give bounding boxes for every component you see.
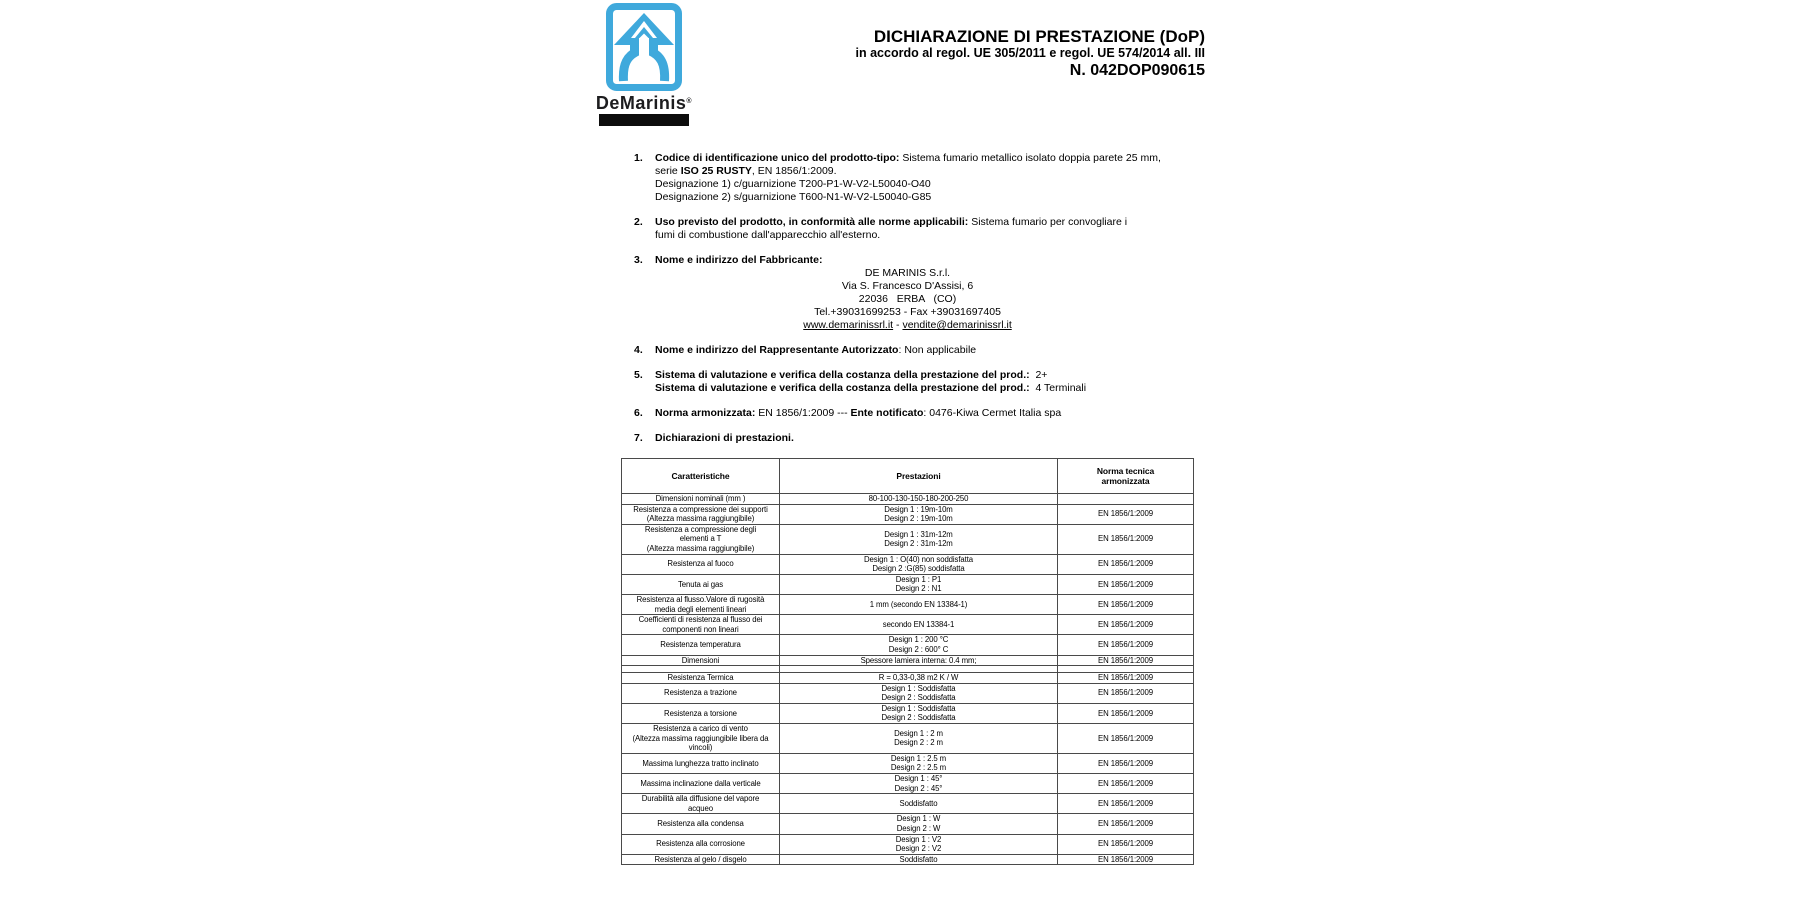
table-row [622,703,1194,723]
cell-line: (Altezza massima raggiungibile libera da [632,733,769,743]
item-line [655,369,1209,382]
cell-caratteristica [622,794,780,814]
cell-norma: EN 1856/1:2009 [1058,794,1194,814]
cell-line: elementi a T [679,534,722,544]
table-row [622,814,1194,834]
cell-line: Resistenza a trazione [664,688,737,698]
item-number: 4. [634,344,643,356]
table-row [622,724,1194,754]
doc-item-3 [634,254,1209,332]
cell-prestazione [780,794,1058,814]
table-row [622,794,1194,814]
text-segment: Designazione 1) c/guarnizione T200-P1-W-V2-L50040-O40 [655,178,931,190]
cell-line: Dimensioni nominali (mm ) [655,494,746,503]
cell-line: Soddisfatto [899,854,938,864]
item-body [655,152,1209,204]
cell-caratteristica [622,615,780,635]
table-row [622,834,1194,854]
text-segment: 2+ [1029,369,1048,381]
doc-item-5 [634,369,1209,395]
cell-prestazione [780,834,1058,854]
text-segment: Norma armonizzata: [655,407,756,419]
item-line [655,178,1209,191]
item-line [655,382,1209,395]
cell-caratteristica [622,854,780,865]
cell-line: Design 1 : 45° [894,774,943,784]
cell-caratteristica [622,635,780,655]
document-title: DICHIARAZIONE DI PRESTAZIONE (DoP) [873,27,1205,46]
empty-cell [780,666,1058,673]
cell-norma: EN 1856/1:2009 [1058,774,1194,794]
cell-line: media degli elementi lineari [654,604,747,614]
cell-line: Design 1 : O(40) non soddisfatta [863,554,974,564]
cell-norma: EN 1856/1:2009 [1058,524,1194,554]
text-segment: : Non applicabile [898,344,977,356]
cell-line: Design 1 : V2 [895,834,942,844]
cell-norma: EN 1856/1:2009 [1058,683,1194,703]
cell-caratteristica [622,574,780,594]
cell-line: Design 1 : 19m-10m [884,504,953,514]
table-row [622,594,1194,614]
registered-mark: ® [686,98,693,105]
text-segment: Sistema fumario metallico isolato doppia parete 25 mm, [899,152,1161,164]
numbered-list [634,152,1209,457]
address-line: Tel.+39031699253 - Fax +39031697405 [814,306,1001,318]
cell-prestazione [780,703,1058,723]
cell-line: Design 1 : Soddisfatta [881,703,956,713]
cell-line: Design 2 : 31m-12m [884,539,953,549]
table-row [622,774,1194,794]
item-number: 5. [634,369,643,381]
cell-line: Design 2 : 2.5 m [890,763,947,773]
table-row [622,635,1194,655]
cell-line: Soddisfatto [899,799,938,809]
brand-name: DeMarinis® [595,93,693,113]
cell-prestazione [780,554,1058,574]
text-segment: : [1026,382,1030,394]
empty-cell [622,666,780,673]
item-number: 2. [634,216,643,228]
cell-line: componenti non lineari [662,624,739,634]
cell-caratteristica [622,673,780,684]
cell-line: R = 0,33-0,38 m2 K / W [878,673,959,683]
cell-norma: EN 1856/1:2009 [1058,504,1194,524]
document-subtitle: in accordo al regol. UE 305/2011 e regol. UE 574/2014 all. III [855,46,1205,60]
cell-line: Coefficienti di resistenza al flusso dei [638,615,763,625]
document-header [790,27,1205,80]
cell-line: 1 mm (secondo EN 13384-1) [869,599,968,609]
cell-prestazione [780,574,1058,594]
cell-norma: EN 1856/1:2009 [1058,703,1194,723]
cell-line: 80-100-130-150-180-200-250 [868,494,969,503]
cell-prestazione [780,673,1058,684]
cell-line: Resistenza a compressione dei supporti [633,504,768,514]
table-row [622,615,1194,635]
item-number: 6. [634,407,643,419]
table-row [622,494,1194,505]
cell-prestazione [780,635,1058,655]
email-link[interactable]: vendite@demarinissrl.it [902,319,1012,331]
text-segment: Nome e indirizzo del Fabbricante: [655,254,823,266]
cell-line: Design 2 :G(85) soddisfatta [872,564,965,574]
item-line [655,191,1209,204]
links-line [655,319,1160,332]
link-separator: - [893,319,903,331]
cell-prestazione [780,683,1058,703]
text-segment: Codice di identificazione unico del prodotto-tipo: [655,152,900,164]
cell-line: Design 1 : Soddisfatta [881,683,956,693]
cell-line: Design 2 : Soddisfatta [881,713,956,723]
cell-line: Design 1 : 200 °C [888,635,949,645]
cell-caratteristica [622,655,780,666]
table-row [622,854,1194,865]
cell-norma: EN 1856/1:2009 [1058,673,1194,684]
cell-prestazione [780,774,1058,794]
item-body [655,407,1209,420]
cell-prestazione [780,594,1058,614]
table-header-row [622,459,1194,494]
cell-line: Resistenza al flusso.Valore di rugosità [636,594,765,604]
chimney-logo-icon [606,3,682,91]
item-number: 7. [634,432,643,444]
company-logo [594,3,694,126]
item-line [655,216,1209,229]
cell-line: Massima inclinazione dalla verticale [640,778,761,788]
cell-prestazione [780,753,1058,773]
cell-line: Design 1 : 2 m [894,728,943,738]
address-line: Via S. Francesco D'Assisi, 6 [841,280,974,292]
cell-line: (Altezza massima raggiungibile) [646,514,755,524]
cell-caratteristica [622,703,780,723]
cell-line: Design 2 : Soddisfatta [881,693,956,703]
header-norma-tecnica: Norma tecnica armonizzata [1058,459,1194,494]
cell-line: Durabilità alla diffusione del vapore [641,794,760,804]
item-line [655,229,1209,242]
cell-line: Spessore lamiera interna: 0.4 mm; [860,655,977,665]
cell-line: Resistenza alla corrosione [656,839,745,849]
doc-item-7 [634,432,1209,445]
text-segment: Ente notificato [850,407,924,419]
cell-norma: EN 1856/1:2009 [1058,594,1194,614]
item-number: 3. [634,254,643,266]
manufacturer-address [655,267,1160,332]
performance-table [621,458,1194,865]
item-body [655,369,1209,395]
cell-norma: EN 1856/1:2009 [1058,574,1194,594]
cell-caratteristica [622,504,780,524]
table-row [622,683,1194,703]
item-line [655,432,1209,445]
item-line [655,254,1209,267]
cell-line: Resistenza temperatura [660,640,741,650]
cell-norma: EN 1856/1:2009 [1058,753,1194,773]
empty-cell [1058,666,1194,673]
cell-line: Resistenza alla condensa [657,819,744,829]
item-line [655,152,1209,165]
cell-line: Resistenza al gelo / disgelo [654,854,747,864]
text-segment: Uso previsto del prodotto, in conformità alle norme applicabili: [655,216,969,228]
item-body [655,344,1209,357]
text-segment: Sistema di valutazione e verifica della costanza della prestazione del prod. [655,369,1027,381]
cell-caratteristica [622,724,780,754]
cell-norma: EN 1856/1:2009 [1058,635,1194,655]
doc-item-2 [634,216,1209,242]
text-segment: fumi di combustione dall'apparecchio all'esterno. [655,229,881,241]
cell-norma: EN 1856/1:2009 [1058,814,1194,834]
text-segment: ISO 25 RUSTY [680,165,752,177]
table-row [622,673,1194,684]
cell-line: Design 2 : 19m-10m [884,514,953,524]
cell-line: Design 2 : 2 m [894,738,943,748]
cell-caratteristica [622,524,780,554]
cell-line: Design 1 : 31m-12m [884,529,953,539]
website-link[interactable]: www.demarinissrl.it [803,319,894,331]
table-spacer-row [622,666,1194,673]
text-segment: 4 Terminali [1029,382,1087,394]
cell-prestazione [780,524,1058,554]
cell-caratteristica [622,494,780,505]
doc-item-1 [634,152,1209,204]
cell-line: Design 2 : V2 [895,844,942,854]
cell-caratteristica [622,834,780,854]
cell-caratteristica [622,814,780,834]
cell-line: secondo EN 13384-1 [882,619,955,629]
cell-line: Resistenza a compressione degli [644,524,757,534]
doc-item-6 [634,407,1209,420]
cell-line: Resistenza a torsione [664,708,737,718]
cell-line: Design 2 : 45° [894,783,943,793]
cell-line: acqueo [688,803,713,813]
text-segment: : 0476-Kiwa Cermet Italia spa [923,407,1062,419]
cell-line: Design 1 : W [896,814,941,824]
cell-line: Dimensioni [681,655,720,665]
item-body [655,254,1209,332]
cell-line: (Altezza massima raggiungibile) [646,543,755,553]
cell-caratteristica [622,753,780,773]
table-row [622,574,1194,594]
cell-caratteristica [622,554,780,574]
item-body [655,432,1209,445]
cell-line: Design 1 : 2.5 m [890,753,947,763]
header-prestazioni: Prestazioni [780,459,1058,494]
address-line: 22036 ERBA (CO) [858,293,957,305]
table-row [622,753,1194,773]
cell-norma: EN 1856/1:2009 [1058,724,1194,754]
cell-caratteristica [622,774,780,794]
item-body [655,216,1209,242]
table-row [622,524,1194,554]
text-segment: serie [655,165,681,177]
table-row [622,655,1194,666]
cell-line: Massima lunghezza tratto inclinato [642,758,759,768]
cell-prestazione [780,655,1058,666]
document-number: N. 042DOP090615 [1069,62,1205,79]
cell-prestazione [780,724,1058,754]
cell-norma: EN 1856/1:2009 [1058,854,1194,865]
cell-norma: EN 1856/1:2009 [1058,655,1194,666]
cell-line: Tenuta ai gas [677,579,724,589]
cell-norma: EN 1856/1:2009 [1058,834,1194,854]
header-caratteristiche: Caratteristiche [622,459,780,494]
address-line: DE MARINIS S.r.l. [864,267,951,279]
table-row [622,504,1194,524]
text-segment: Sistema fumario per convogliare i [968,216,1128,228]
cell-norma: EN 1856/1:2009 [1058,554,1194,574]
table-row [622,554,1194,574]
text-segment: Designazione 2) s/guarnizione T600-N1-W-V2-L50040-G85 [655,191,932,203]
cell-caratteristica [622,594,780,614]
cell-line: Design 2 : N1 [895,584,942,594]
item-line [655,165,1209,178]
cell-prestazione [780,504,1058,524]
item-line [655,407,1209,420]
cell-line: Resistenza a carico di vento [653,724,748,734]
cell-caratteristica [622,683,780,703]
cell-prestazione [780,615,1058,635]
cell-line: Resistenza al fuoco [667,559,734,569]
text-segment: Dichiarazioni di prestazioni. [655,432,794,444]
cell-prestazione [780,494,1058,505]
brand-underline-bar [599,114,689,126]
text-segment: , EN 1856/1:2009. [751,165,837,177]
doc-item-4 [634,344,1209,357]
cell-norma: EN 1856/1:2009 [1058,615,1194,635]
cell-line: Design 2 : W [896,824,941,833]
cell-line: vincoli) [688,743,713,753]
cell-prestazione [780,814,1058,834]
text-segment: EN 1856/1:2009 --- [755,407,851,419]
cell-prestazione [780,854,1058,865]
cell-line: Design 2 : 600° C [888,644,949,654]
cell-line: Resistenza Termica [667,673,734,683]
text-segment: Nome e indirizzo del Rappresentante Autorizzato [655,344,899,356]
text-segment: Sistema di valutazione e verifica della costanza della prestazione del prod. [655,382,1027,394]
item-number: 1. [634,152,643,164]
item-line [655,344,1209,357]
cell-line: Design 1 : P1 [895,574,942,584]
text-segment: : [1026,369,1030,381]
cell-norma [1058,494,1194,505]
